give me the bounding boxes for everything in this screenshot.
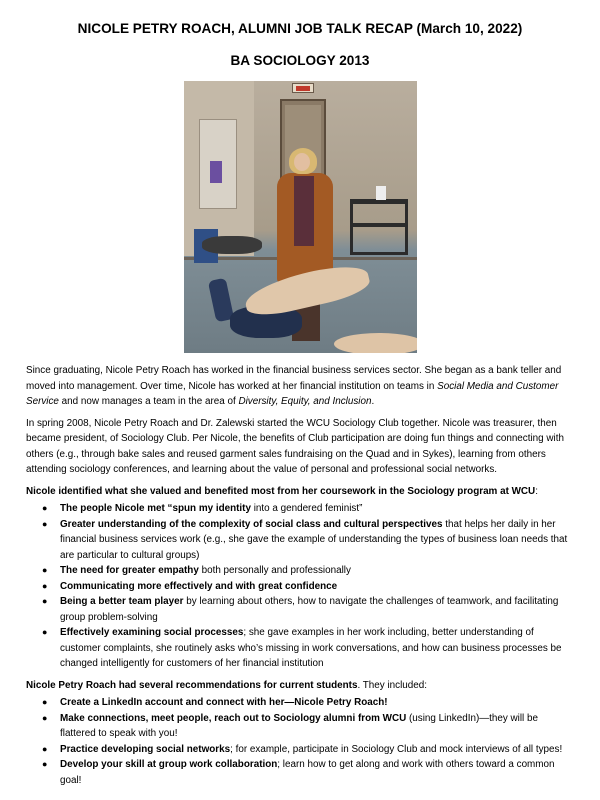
list-item: [26, 517, 574, 564]
list-item-bold: Being a better team player: [60, 596, 184, 607]
list-item: [26, 695, 574, 711]
list-item-text: by learning about others, how to navigate the challenges of teamwork, and facilitating group problem-solving: [60, 596, 559, 623]
intro-italic-2: Diversity, Equity, and Inclusion: [238, 396, 372, 407]
list-item-bold: The need for greater empathy: [60, 565, 199, 576]
list-item: [26, 757, 574, 788]
bullet-icon: ●: [42, 712, 48, 723]
photo-cart: [350, 199, 408, 255]
list-item-bold: Practice developing social networks: [60, 743, 231, 755]
list-item-bold: Develop your skill at group work collaboration: [60, 759, 278, 770]
photo-jug: [376, 186, 386, 200]
list-item-bold: Greater understanding of the complexity of social class and cultural perspectives: [60, 518, 443, 530]
valued-list: [26, 501, 574, 672]
intro-italic-1: Social Media and Customer Service: [26, 380, 559, 407]
intro-text-2: and now manages a team in the area of: [58, 396, 239, 407]
bullet-icon: ●: [42, 697, 48, 707]
recommendations-list: [26, 695, 574, 788]
intro-text-3: .: [371, 396, 375, 407]
bullet-icon: ●: [42, 565, 48, 575]
club-paragraph: In spring 2008, Nicole Petry Roach and Dr. Zalewski started the WCU Sociology Club together. Nicole was treasurer, then became president, of Sociology Club. Per Nicole, the benefits of Club participation are doing fun things and connecting with others (e.g., through bake sales and reused garment sales fundraising on the Quad and in Sykes), learning from others attending sociology conferences, and learning about the value of personal and professional social networks.: [26, 417, 564, 475]
bullet-icon: ●: [42, 518, 48, 529]
list-item-bold: Communicating more effectively and with great confidence: [60, 580, 338, 592]
list-item: [26, 579, 574, 595]
document-title: NICOLE PETRY ROACH, ALUMNI JOB TALK RECAP (March 10, 2022): [77, 21, 523, 36]
list-item-text: into a gendered feminist”: [250, 503, 363, 514]
document-subtitle: BA SOCIOLOGY 2013: [230, 53, 370, 68]
bullet-icon: ●: [42, 596, 48, 606]
list-item: [26, 563, 574, 579]
bullet-icon: ●: [42, 503, 48, 513]
photo-speaker-face: [294, 153, 310, 171]
list-item-bold: Create a LinkedIn account and connect with her—Nicole Petry Roach!: [60, 697, 388, 708]
bullet-icon: ●: [42, 743, 48, 754]
list-item: [26, 742, 574, 758]
list-item-bold: Make connections, meet people, reach out to Sociology alumni from WCU: [60, 712, 407, 724]
document-body: [26, 363, 574, 788]
valued-heading: [26, 484, 574, 500]
list-item: [26, 501, 574, 517]
photo-speaker-shirt: [294, 176, 314, 246]
valued-heading-colon: :: [535, 485, 538, 497]
list-item-text: that helps her daily in her financial business services work (e.g., she gave the example of understanding the types of business loan needs that are particular to cultural groups): [60, 518, 568, 561]
bullet-icon: ●: [42, 627, 48, 637]
list-item-text: (using LinkedIn)—they will be flattered to speak with you!: [60, 712, 538, 739]
photo-desk: [202, 236, 262, 254]
photo-poster: [210, 161, 222, 183]
list-item-bold: Effectively examining social processes: [60, 627, 244, 638]
event-photo: [184, 81, 417, 353]
bullet-icon: ●: [42, 580, 48, 591]
recommendations-heading-tail: . They included:: [357, 679, 428, 691]
valued-heading-text: Nicole identified what she valued and benefited most from her coursework in the Sociology program at WCU: [26, 485, 536, 497]
recommendations-heading-text: Nicole Petry Roach had several recommendations for current students: [26, 679, 358, 691]
list-item-bold: The people Nicole met “spun my identity: [60, 503, 251, 514]
intro-paragraph: [26, 363, 574, 410]
list-item: [26, 625, 574, 672]
list-item-text: ; learn how to get along and work with others toward a common goal!: [60, 759, 555, 786]
list-item-text: ; she gave examples in her work including, better understanding of customer complaints, she routinely asks who’s missing in work conversations, and how can business processes be changed intelligently for customers of her financial institution: [60, 627, 562, 669]
intro-text-1: Since graduating, Nicole Petry Roach has worked in the financial business services sector. She began as a bank teller and moved into management. Over time, Nicole has worked at her financial institution on teams in: [26, 365, 562, 392]
bullet-icon: ●: [42, 759, 48, 769]
list-item-text: ; for example, participate in Sociology Club and mock interviews of all types!: [230, 743, 563, 755]
exit-sign: [292, 83, 314, 93]
list-item-text: both personally and professionally: [198, 565, 351, 576]
recommendations-heading: [26, 678, 574, 694]
list-item: [26, 594, 574, 625]
photo-cart-shelf: [350, 223, 408, 227]
photo-desk-right: [334, 333, 417, 353]
list-item: [26, 711, 574, 742]
